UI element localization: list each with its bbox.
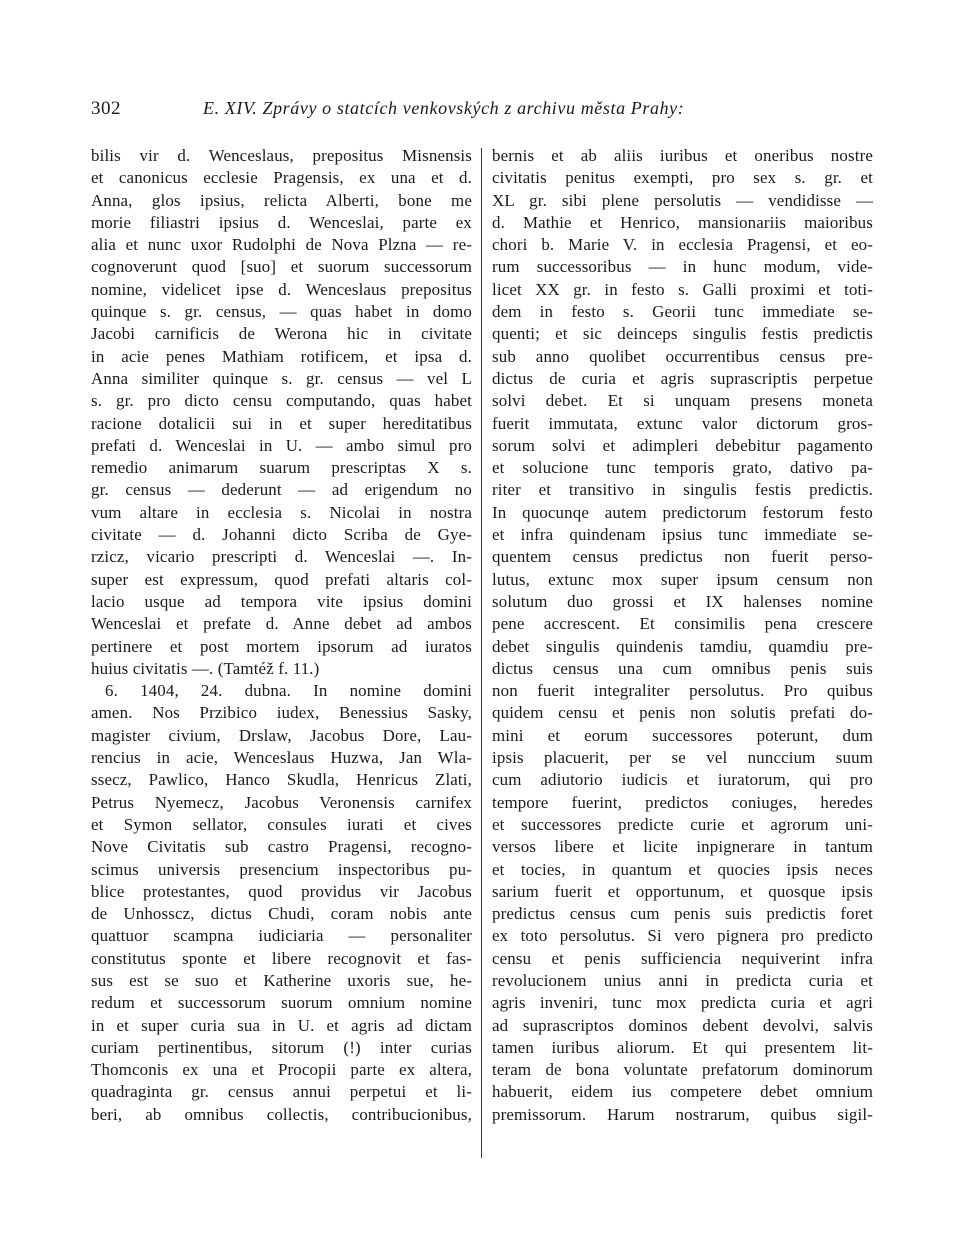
text-line: ssecz, Pawlico, Hanco Skudla, Henricus Zlati, — [91, 770, 472, 790]
text-line: Wenceslai et prefate d. Anne debet ad ambos — [91, 614, 472, 634]
text-line: pertinere et post mortem ipsorum ad iuratos — [91, 636, 472, 656]
text-line: ex toto persolutus. Si vero pignera pro predicto — [492, 926, 873, 946]
text-line: Anna similiter quinque s. gr. census — vel L — [91, 368, 472, 388]
text-line: solutum duo grossi et IX halenses nomine — [492, 591, 873, 611]
text-line: quenti; et sic deinceps singulis festis predictis — [492, 324, 873, 344]
text-line: quentem census predictus non fuerit perso- — [492, 547, 873, 567]
text-line: mini et eorum successores poterunt, dum — [492, 725, 873, 745]
text-line: blice protestantes, quod providus vir Jacobus — [91, 881, 472, 901]
running-title: E. XIV. Zprávy o statcích venkovských z archivu města Prahy: — [203, 98, 685, 118]
text-line: Nove Civitatis sub castro Pragensi, recogno- — [91, 837, 472, 857]
text-line: tempore fuerint, predictos coniuges, heredes — [492, 792, 873, 812]
text-line: pene accrescent. Et consimilis pena crescere — [492, 614, 873, 634]
text-line: scimus universis presencium inspectoribus pu- — [91, 859, 472, 879]
text-line: quidem censu et penis non solutis prefati do- — [492, 703, 873, 723]
text-line: ad suprascriptos dominos debent devolvi, salvis — [492, 1015, 873, 1035]
text-line: 6. 1404, 24. dubna. In nomine domini — [105, 681, 472, 701]
text-line: nomine, videlicet ipse d. Wenceslaus prepositus — [91, 279, 472, 299]
text-line: magister civium, Drslaw, Jacobus Dore, Lau- — [91, 725, 472, 745]
text-line: solvi debet. Et si unquam presens moneta — [492, 391, 873, 411]
page-number: 302 — [91, 98, 121, 119]
text-line: alia et nunc uxor Rudolphi de Nova Plzna — re- — [91, 235, 472, 255]
text-line: versos libere et licite inpignerare in tantum — [492, 837, 873, 857]
text-line: agris inveniri, tunc mox predicta curia et agri — [492, 993, 873, 1013]
text-line: dem in festo s. Georii tunc immediate se- — [492, 302, 873, 322]
text-line: beri, ab omnibus collectis, contribucionibus, — [91, 1104, 472, 1124]
text-line: in et super curia sua in U. et agris ad dictam — [91, 1015, 472, 1035]
text-line: et Symon sellator, consules iurati et cives — [91, 814, 472, 834]
text-line: in acie penes Mathiam rotificem, et ipsa d. — [91, 346, 472, 366]
page-header — [91, 98, 871, 128]
text-line: prefati d. Wenceslai in U. — ambo simul pro — [91, 435, 472, 455]
text-line: Thomconis ex una et Procopii parte ex altera, — [91, 1060, 472, 1080]
text-line: teram de bona voluntate prefatorum dominorum — [492, 1060, 873, 1080]
text-line: rencius in acie, Wenceslaus Huzwa, Jan Wla- — [91, 748, 472, 768]
text-line: cognoverunt quod [suo] et suorum successorum — [91, 257, 472, 277]
text-line: remedio animarum suarum prescriptas X s. — [91, 458, 472, 478]
text-line: rzicz, vicario prescripti d. Wenceslai —. In- — [91, 547, 472, 567]
text-line: redum et successorum suorum omnium nomine — [91, 993, 472, 1013]
column-divider — [481, 148, 482, 1158]
text-line: et successores predicte curie et agrorum uni- — [492, 814, 873, 834]
text-line: vum altare in ecclesia s. Nicolai in nostra — [91, 502, 472, 522]
text-line: riter et transitivo in singulis festis predictis. — [492, 480, 873, 500]
text-line: sarium fuerit et opportunum, et quosque ipsis — [492, 881, 873, 901]
left-text-column — [91, 145, 472, 1126]
text-line: dictus de curia et agris suprascriptis perpetue — [492, 368, 873, 388]
text-line: ipsis placuerit, per se vel nunccium suum — [492, 748, 873, 768]
text-line: et infra quindenam ipsius tunc immediate se- — [492, 525, 873, 545]
text-line: In quocunqe autem predictorum festorum festo — [492, 502, 873, 522]
text-line: civitate — d. Johanni dicto Scriba de Gye- — [91, 525, 472, 545]
right-text-column — [492, 145, 873, 1126]
text-line: censu et penis sufficiencia nequiverint infra — [492, 948, 873, 968]
text-line: bilis vir d. Wenceslaus, prepositus Misnensis — [91, 146, 472, 165]
text-line: lutus, extunc mox super ipsum censum non — [492, 569, 873, 589]
text-line: tamen iuribus aliorum. Et qui presentem lit- — [492, 1037, 873, 1057]
text-line: super est expressum, quod prefati altaris col- — [91, 569, 472, 589]
text-line: gr. census — dederunt — ad erigendum no — [91, 480, 472, 500]
text-line: cum adiutorio iudicis et iuratorum, qui pro — [492, 770, 873, 790]
text-line: non fuerit integraliter persolutus. Pro quibus — [492, 681, 873, 701]
text-line: debet singulis quindenis tamdiu, quamdiu pre- — [492, 636, 873, 656]
text-line: Petrus Nyemecz, Jacobus Veronensis carnifex — [91, 792, 472, 812]
text-line: et canonicus ecclesie Pragensis, ex una et d. — [91, 168, 472, 188]
text-line: s. gr. pro dicto censu computando, quas habet — [91, 391, 472, 411]
text-line: revolucionem unius anni in predicta curia et — [492, 970, 873, 990]
text-line: licet XX gr. in festo s. Galli proximi et toti- — [492, 279, 873, 299]
text-line: et solucione tunc temporis grato, dativo pa- — [492, 458, 873, 478]
text-line: sub anno quolibet occurrentibus census pre- — [492, 346, 873, 366]
text-line: dictus census una cum omnibus penis suis — [492, 658, 873, 678]
text-line: premissorum. Harum nostrarum, quibus sigil- — [492, 1104, 873, 1124]
text-line: chori b. Marie V. in ecclesia Pragensi, et eo- — [492, 235, 873, 255]
text-line: quadraginta gr. census annui perpetui et li- — [91, 1082, 472, 1102]
text-line: et tocies, in quantum et quocies ipsis neces — [492, 859, 873, 879]
text-line: huius civitatis —. (Tamtéž f. 11.) — [91, 658, 320, 678]
text-line: quinque s. gr. census, — quas habet in domo — [91, 302, 472, 322]
text-line: de Unhosscz, dictus Chudi, coram nobis ante — [91, 904, 472, 924]
text-line: sus est se suo et Katherine uxoris sue, he- — [91, 970, 472, 990]
text-line: rum successoribus — in hunc modum, vide- — [492, 257, 873, 277]
text-line: morie filiastri ipsius d. Wenceslai, parte ex — [91, 212, 472, 232]
text-line: curiam pertinentibus, sitorum (!) inter curias — [91, 1037, 472, 1057]
text-line: predictus census cum penis suis predictis foret — [492, 904, 873, 924]
text-line: d. Mathie et Henrico, mansionariis maioribus — [492, 212, 873, 232]
text-line: sorum solvi et adimpleri debebitur pagamento — [492, 435, 873, 455]
text-line: quattuor scampna iudiciaria — personaliter — [91, 926, 472, 946]
text-line: XL gr. sibi plene persolutis — vendidisse — — [492, 190, 873, 210]
text-line: Anna, glos ipsius, relicta Alberti, bone me — [91, 190, 472, 210]
text-line: lacio usque ad tempora vite ipsius domini — [91, 591, 472, 611]
text-line: bernis et ab aliis iuribus et oneribus nostre — [492, 146, 873, 165]
text-line: racione dotalicii sui in et super hereditatibus — [91, 413, 472, 433]
text-line: civitatis penitus exempti, pro sex s. gr. et — [492, 168, 873, 188]
text-line: Jacobi carnificis de Werona hic in civitate — [91, 324, 472, 344]
text-line: amen. Nos Przibico iudex, Benessius Sasky, — [91, 703, 472, 723]
text-line: constitutus sponte et libere recognovit et fas- — [91, 948, 472, 968]
text-line: fuerit immutata, extunc valor dictorum gros- — [492, 413, 873, 433]
text-line: habuerit, eidem ius competere debet omnium — [492, 1082, 873, 1102]
